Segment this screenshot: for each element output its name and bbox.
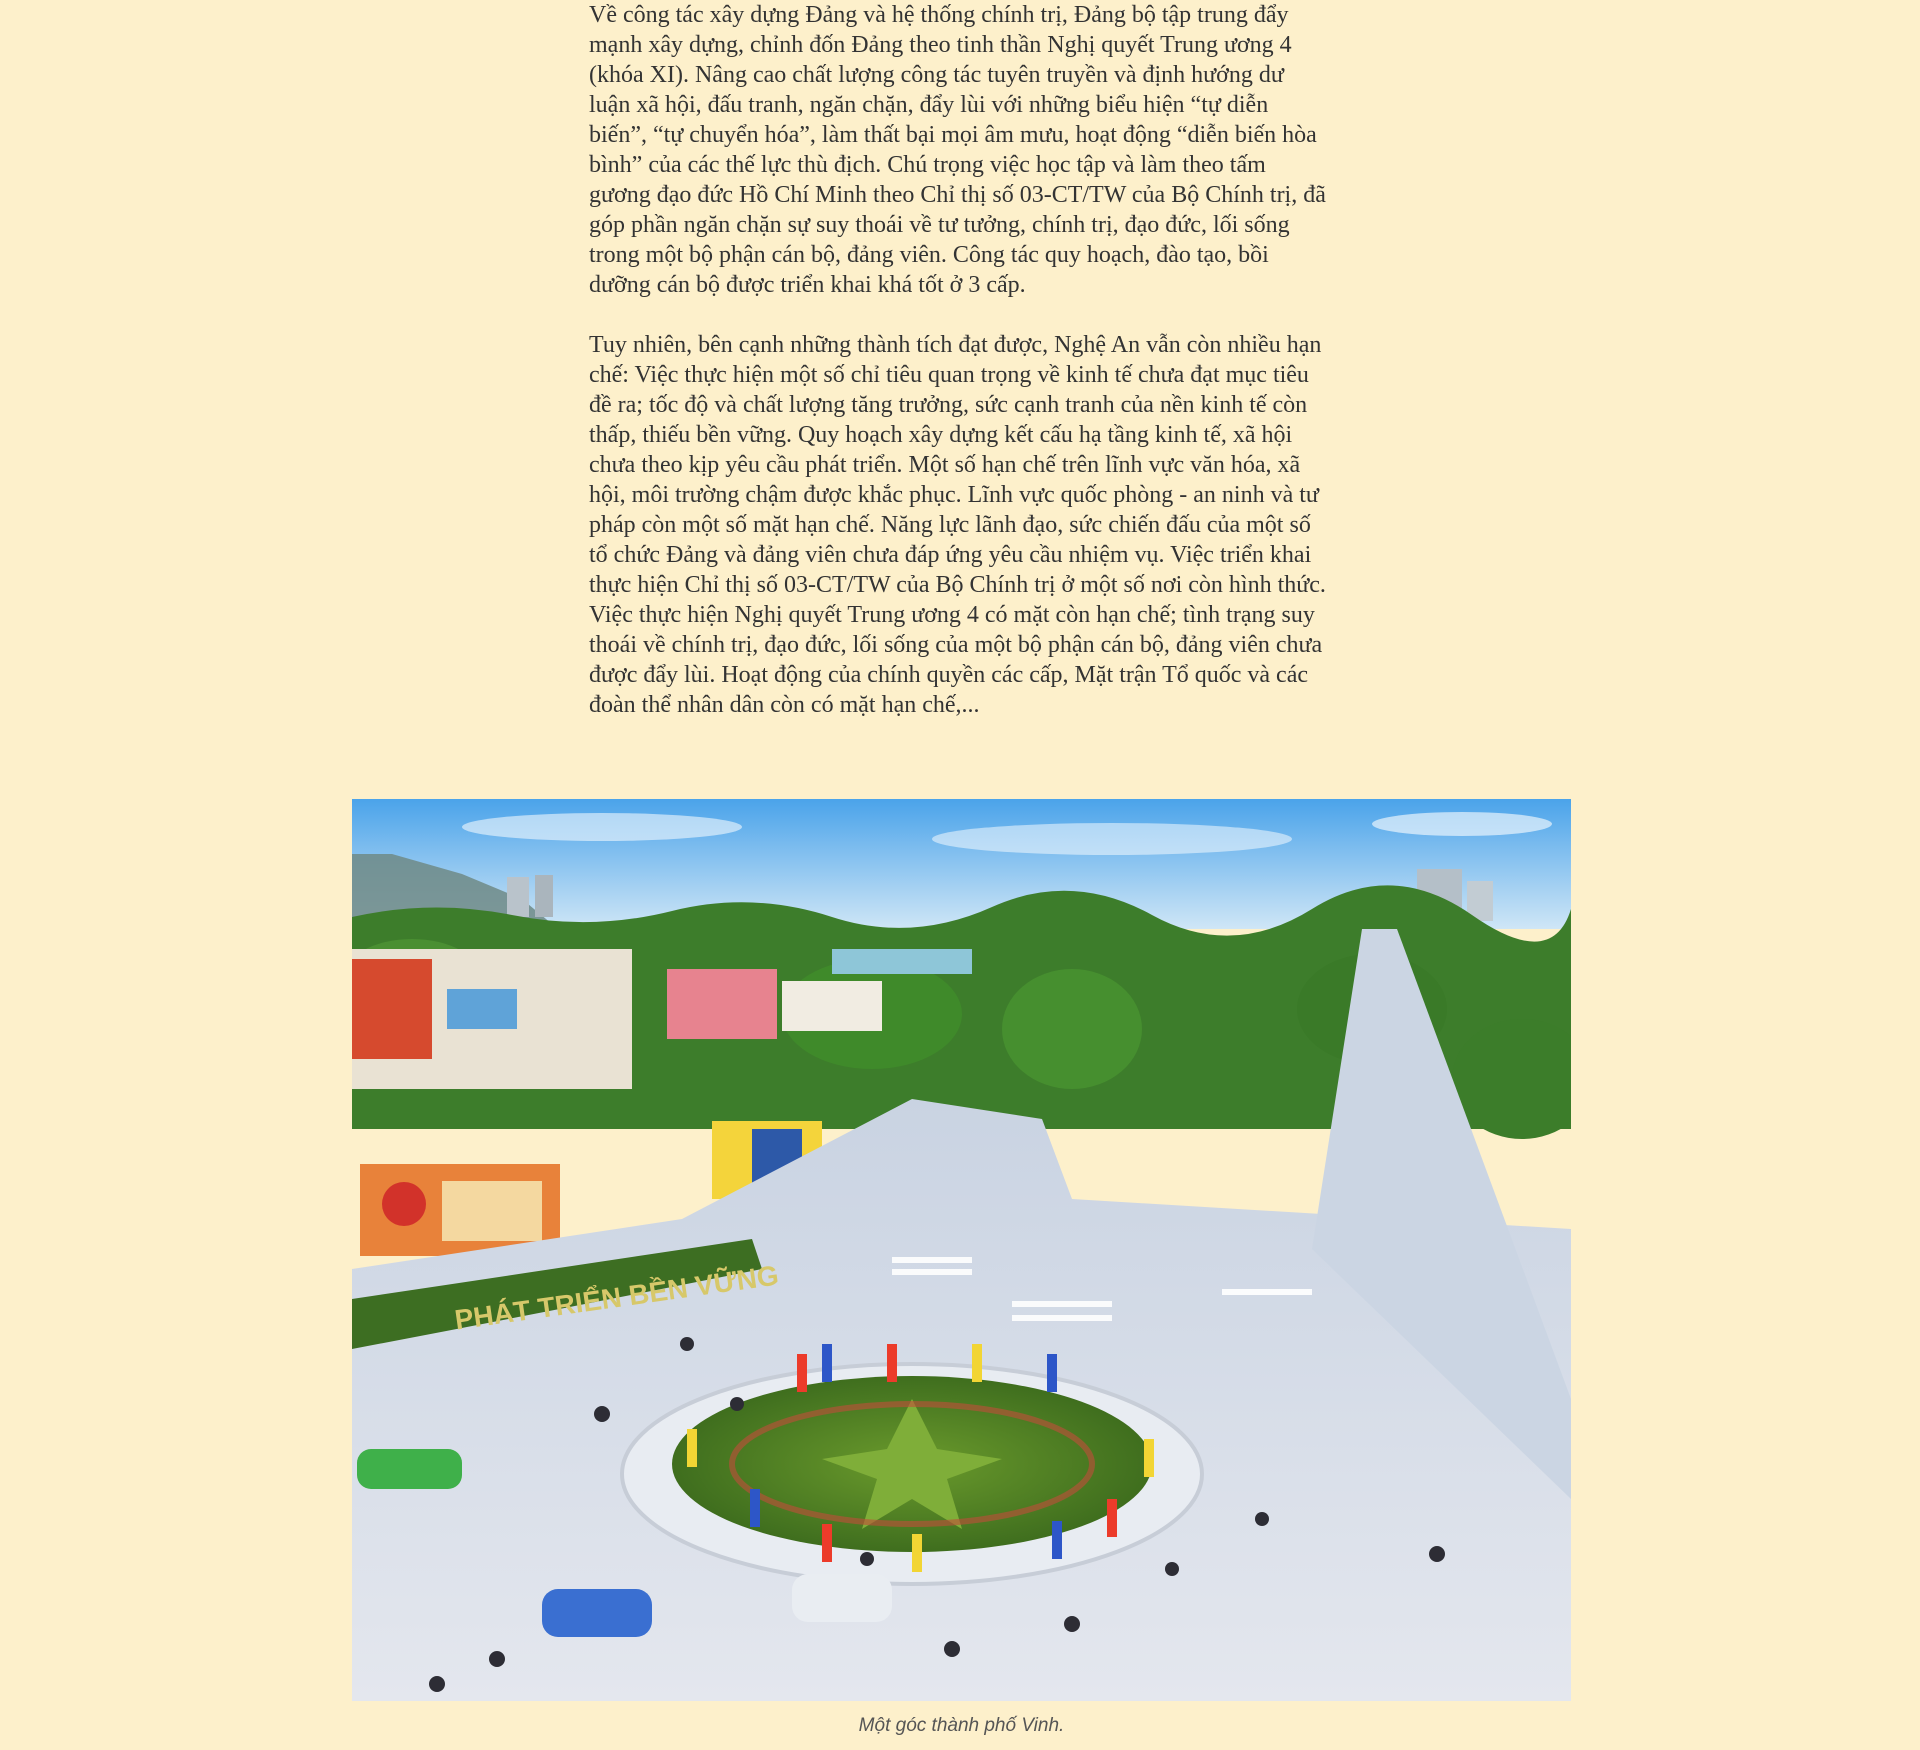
city-photo-figure bbox=[352, 799, 1571, 1736]
article-body bbox=[589, 0, 1327, 750]
banner-text: PHÁT TRIỂN BỀN VỮNG bbox=[452, 1259, 781, 1336]
paragraph-party-building: Về công tác xây dựng Đảng và hệ thống chính trị, Đảng bộ tập trung đẩy mạnh xây dựng, chỉnh đốn Đảng theo tinh thần Nghị quyết Trung ương 4 (khóa XI). Nâng cao chất lượng công tác tuyên truyền và định hướng dư luận xã hội, đấu tranh, ngăn chặn, đẩy lùi với những biểu hiện “tự diễn biến”, “tự chuyển hóa”, làm thất bại mọi âm mưu, hoạt động “diễn biến hòa bình” của các thế lực thù địch. Chú trọng việc học tập và làm theo tấm gương đạo đức Hồ Chí Minh theo Chỉ thị số 03-CT/TW của Bộ Chính trị, đã góp phần ngăn chặn sự suy thoái về tư tưởng, chính trị, đạo đức, lối sống trong một bộ phận cán bộ, đảng viên. Công tác quy hoạch, đào tạo, bồi dưỡng cán bộ được triển khai khá tốt ở 3 cấp. bbox=[589, 2, 1326, 298]
taxi-car bbox=[357, 1449, 462, 1489]
photo-caption: Một góc thành phố Vinh. bbox=[858, 1715, 1065, 1736]
paragraph-limitations: Tuy nhiên, bên cạnh những thành tích đạt được, Nghệ An vẫn còn nhiều hạn chế: Việc thực hiện một số chỉ tiêu quan trọng về kinh tế chưa đạt mục tiêu đề ra; tốc độ và chất lượng tăng trưởng, sức cạnh tranh của nền kinh tế còn thấp, thiếu bền vững. Quy hoạch xây dựng kết cấu hạ tầng kinh tế, xã hội chưa theo kịp yêu cầu phát triển. Một số hạn chế trên lĩnh vực văn hóa, xã hội, môi trường chậm được khắc phục. Lĩnh vực quốc phòng - an ninh và tư pháp còn một số mặt hạn chế. Năng lực lãnh đạo, sức chiến đấu của một số tổ chức Đảng và đảng viên chưa đáp ứng yêu cầu nhiệm vụ. Việc triển khai thực hiện Chỉ thị số 03-CT/TW của Bộ Chính trị ở một số nơi còn hình thức. Việc thực hiện Nghị quyết Trung ương 4 có mặt còn hạn chế; tình trạng suy thoái về chính trị, đạo đức, lối sống của một bộ phận cán bộ, đảng viên chưa được đẩy lùi. Hoạt động của chính quyền các cấp, Mặt trận Tổ quốc và các đoàn thể nhân dân còn có mặt hạn chế,... bbox=[589, 332, 1326, 718]
vinh-city-roundabout-photo bbox=[352, 799, 1571, 1701]
